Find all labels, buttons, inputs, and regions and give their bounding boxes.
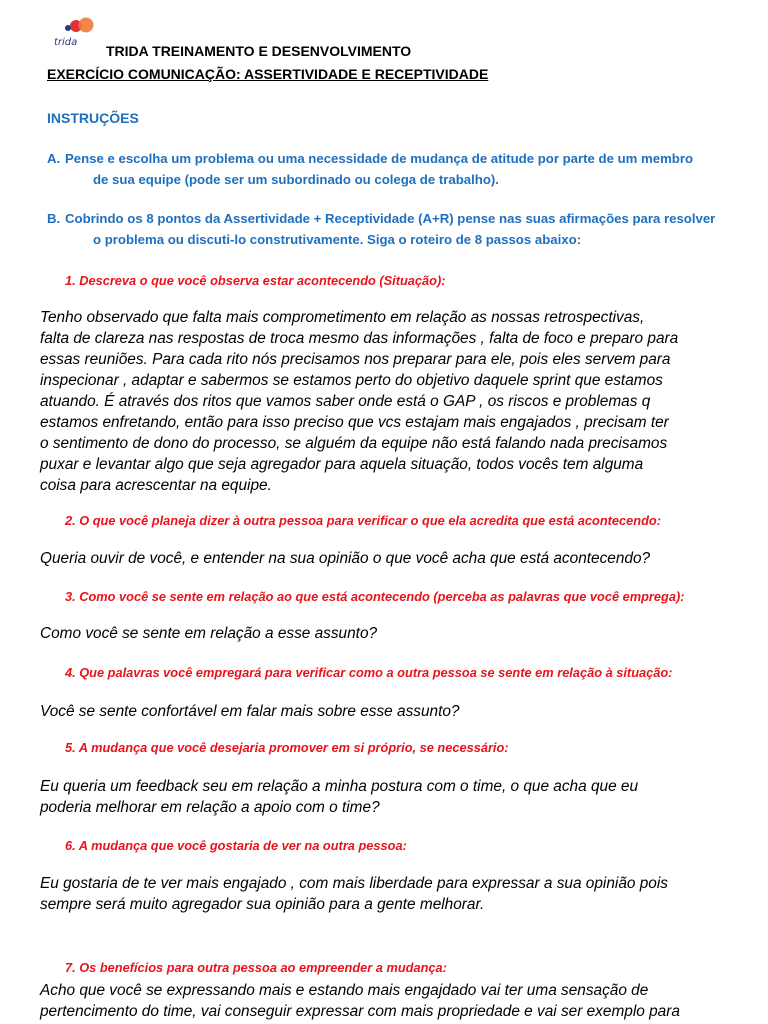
answer-line: poderia melhorar em relação a apoio com o time? xyxy=(40,799,380,816)
step-answer-1 xyxy=(40,307,740,496)
answer-line: Eu queria um feedback seu em relação a minha postura com o time, o que acha que eu xyxy=(40,778,639,795)
step-question-1: 1. Descreva o que você observa estar acontecendo (Situação): xyxy=(65,273,446,288)
step-question-3: 3. Como você se sente em relação ao que está acontecendo (perceba as palavras que você emprega): xyxy=(65,589,685,604)
step-question-2: 2. O que você planeja dizer à outra pessoa para verificar o que ela acredita que está acontecendo: xyxy=(65,513,661,528)
svg-text:trida: trida xyxy=(54,37,78,48)
instruction-letter: B. xyxy=(47,211,61,226)
instruction-a xyxy=(47,148,737,190)
step-answer-6 xyxy=(40,873,740,915)
instruction-b xyxy=(47,208,737,250)
instruction-letter: A. xyxy=(47,151,61,166)
step-question-7: 7. Os benefícios para outra pessoa ao empreender a mudança: xyxy=(65,960,447,975)
answer-line: estamos enfretando, então para isso preciso que vcs estajam mais engajados , precisam ter xyxy=(40,414,669,431)
answer-line: falta de clareza nas respostas de troca mesmo das informações , falta de foco e preparo para xyxy=(40,330,679,347)
step-answer-2 xyxy=(40,548,740,569)
trida-logo xyxy=(52,16,98,48)
answer-line: Como você se sente em relação a esse assunto? xyxy=(40,625,378,642)
instructions-heading: INSTRUÇÕES xyxy=(47,110,139,126)
answer-line: puxar e levantar algo que seja agregador para aquela situação, todos vocês tem alguma xyxy=(40,456,644,473)
answer-line: pertencimento do time, vai conseguir expressar com mais propriedade e vai ser exemplo para xyxy=(40,1003,680,1020)
instruction-line: Cobrindo os 8 pontos da Assertividade + Receptividade (A+R) pense nas suas afirmações para resolver xyxy=(65,211,716,226)
answer-line: atuando. É através dos ritos que vamos saber onde está o GAP , os riscos e problemas q xyxy=(40,393,651,410)
answer-line: Tenho observado que falta mais comprometimento em relação as nossas retrospectivas, xyxy=(40,309,645,326)
answer-line: Queria ouvir de você, e entender na sua opinião o que você acha que está acontecendo? xyxy=(40,550,651,567)
instruction-line: Pense e escolha um problema ou uma necessidade de mudança de atitude por parte de um membro xyxy=(65,151,694,166)
step-answer-5 xyxy=(40,776,740,818)
answer-line: Eu gostaria de te ver mais engajado , com mais liberdade para expressar a sua opinião pois xyxy=(40,875,668,892)
answer-line: coisa para acrescentar na equipe. xyxy=(40,477,272,494)
answer-line: essas reuniões. Para cada rito nós precisamos nos preparar para ele, pois eles servem para xyxy=(40,351,671,368)
step-answer-4 xyxy=(40,701,740,722)
answer-line: Acho que você se expressando mais e estando mais engajdado vai ter uma sensação de xyxy=(40,982,649,999)
step-answer-3 xyxy=(40,623,740,644)
document-title: TRIDA TREINAMENTO E DESENVOLVIMENTO xyxy=(106,43,412,59)
answer-line: sempre será muito agregador sua opinião para a gente melhorar. xyxy=(40,896,485,913)
answer-line: o sentimento de dono do processo, se alguém da equipe não está falando nada precisamos xyxy=(40,435,668,452)
answer-line: inspecionar , adaptar e sabermos se estamos perto do objetivo daquele sprint que estamos xyxy=(40,372,663,389)
answer-line: Você se sente confortável em falar mais sobre esse assunto? xyxy=(40,703,460,720)
step-question-6: 6. A mudança que você gostaria de ver na outra pessoa: xyxy=(65,838,407,853)
instruction-line: o problema ou discuti-lo construtivamente. Siga o roteiro de 8 passos abaixo: xyxy=(93,232,582,247)
document-subtitle: EXERCÍCIO COMUNICAÇÃO: ASSERTIVIDADE E RECEPTIVIDADE xyxy=(47,66,489,82)
step-answer-7 xyxy=(40,980,740,1022)
step-question-4: 4. Que palavras você empregará para verificar como a outra pessoa se sente em relação à situação: xyxy=(65,665,673,680)
step-question-5: 5. A mudança que você desejaria promover em si próprio, se necessário: xyxy=(65,740,509,755)
instruction-line: de sua equipe (pode ser um subordinado ou colega de trabalho). xyxy=(93,172,499,187)
